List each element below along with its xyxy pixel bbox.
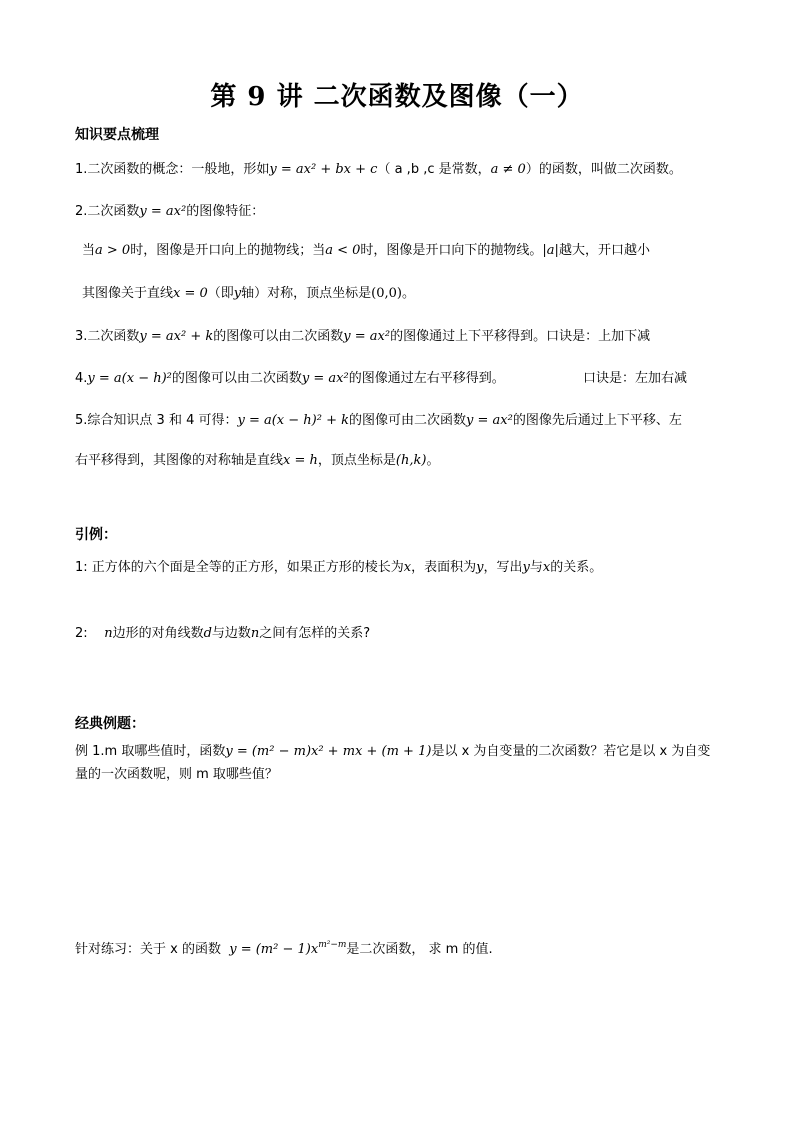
point-4-pre: 4. (75, 371, 88, 386)
point-1 (75, 160, 682, 180)
point-4-mnemonic: 口诀是：左加右减 (583, 371, 688, 386)
question-2-post: 之间有怎样的关系? (259, 626, 371, 641)
point-5b (75, 451, 439, 471)
question-1-pre: 1: 正方体的六个面是全等的正方形，如果正方形的棱长为 (75, 560, 404, 575)
point-2 (75, 202, 264, 222)
point-2-pre: 2.二次函数 (75, 204, 140, 219)
question-1-var-y: y (476, 560, 484, 575)
point-5 (75, 411, 682, 431)
example-1 (75, 742, 710, 762)
point-4-formula-2: y = ax² (301, 371, 349, 386)
question-2-var-n2: n (250, 626, 260, 641)
point-2a-cond-1: a > 0 (95, 243, 131, 258)
question-2-pre: 2: (75, 626, 105, 641)
point-3 (75, 327, 650, 347)
example-1-formula: y = (m² − m)x² + mx + (m + 1) (225, 744, 432, 759)
point-5-formula-2: y = ax² (466, 413, 513, 428)
point-2b-post: 。 (402, 286, 416, 301)
section-classic-examples: 经典例题： (75, 716, 145, 732)
point-2b-y: y (233, 286, 242, 301)
point-4-mid-2: 的图像通过左右平移得到。 (348, 371, 505, 386)
point-1-pre: 1.二次函数的概念：一般地，形如 (75, 162, 270, 177)
point-5b-axis: x = h (283, 453, 318, 468)
point-1-mid: （ a ,b ,c 是常数， (377, 162, 491, 177)
point-1-post: ）的函数，叫做二次函数。 (525, 162, 682, 177)
point-4-mid-1: 的图像可以由二次函数 (171, 371, 302, 386)
question-1-mid-2: ，写出 (483, 560, 523, 575)
point-3-pre: 3.二次函数 (75, 329, 140, 344)
point-2b-vertex: (0,0) (371, 286, 402, 301)
point-2a-pre: 当 (82, 243, 96, 258)
point-2a-mid-1: 时，图像是开口向上的抛物线；当 (130, 243, 326, 258)
point-2b (82, 284, 415, 304)
point-1-formula: y = ax² + bx + c (269, 162, 378, 177)
point-2b-pre: 其图像关于直线 (82, 286, 174, 301)
point-2b-mid-2: 轴）对称，顶点坐标是 (241, 286, 372, 301)
question-1-post: 的关系。 (550, 560, 603, 575)
example-1-post: 是以 x 为自变量的二次函数？若它是以 x 为自变 (431, 744, 711, 759)
point-5b-mid: ，顶点坐标是 (317, 453, 396, 468)
question-2-var-d: d (203, 626, 212, 641)
point-5-formula-1: y = a(x − h)² + k (237, 413, 349, 428)
question-1-mid-1: ，表面积为 (411, 560, 477, 575)
practice-post: 是二次函数， 求 m 的值. (346, 942, 493, 957)
point-2b-mid-1: （即 (207, 286, 234, 301)
point-5-mid: 的图像可由二次函数 (349, 413, 467, 428)
question-2-mid-2: 与边数 (211, 626, 251, 641)
question-2 (75, 624, 370, 644)
question-1-var-x2: x (542, 560, 551, 575)
point-2a-post: 越大，开口越小 (558, 243, 650, 258)
section-intro-examples: 引例： (75, 527, 117, 543)
point-5-pre: 5.综合知识点 3 和 4 可得： (75, 413, 238, 428)
point-2-post: 的图像特征： (186, 204, 265, 219)
point-4 (75, 369, 505, 389)
practice-exponent: m²−m (318, 939, 347, 950)
example-1-pre: 例 1.m 取哪些值时，函数 (75, 744, 226, 759)
question-1-var-y2: y (522, 560, 530, 575)
point-3-mid: 的图像可以由二次函数 (213, 329, 344, 344)
section-key-points: 知识要点梳理 (75, 127, 159, 143)
example-1-line-2: 量的一次函数呢，则 m 取哪些值？ (75, 767, 278, 782)
page-title: 第 9 讲 二次函数及图像（一） (210, 82, 584, 112)
practice-pre: 针对练习：关于 x 的函数 (75, 942, 221, 957)
question-1-mid-3: 与 (529, 560, 543, 575)
practice-formula: y = (m² − 1)x (229, 942, 319, 957)
question-1 (75, 558, 602, 578)
point-5-post: 的图像先后通过上下平移、左 (512, 413, 682, 428)
point-3-formula-1: y = ax² + k (139, 329, 214, 344)
point-2-formula: y = ax² (139, 204, 187, 219)
point-2b-axis: x = 0 (173, 286, 208, 301)
point-4-formula-1: y = a(x − h)² (87, 371, 172, 386)
point-2a-mid-2: 时，图像是开口向下的抛物线。 (360, 243, 543, 258)
point-2a-cond-2: a < 0 (325, 243, 361, 258)
point-3-formula-2: y = ax² (343, 329, 391, 344)
point-5b-pre: 右平移得到，其图像的对称轴是直线 (75, 453, 284, 468)
point-1-condition: a ≠ 0 (490, 162, 526, 177)
question-2-var-n: n (104, 626, 113, 641)
point-2a (82, 241, 650, 261)
practice (75, 940, 493, 960)
point-5b-vertex: (h,k) (395, 453, 427, 468)
point-2a-abs-a: |a| (542, 243, 559, 258)
point-5b-post: 。 (426, 453, 440, 468)
point-3-post: 的图像通过上下平移得到。口诀是：上加下减 (390, 329, 651, 344)
question-2-mid-1: 边形的对角线数 (112, 626, 204, 641)
question-1-var-x: x (403, 560, 412, 575)
